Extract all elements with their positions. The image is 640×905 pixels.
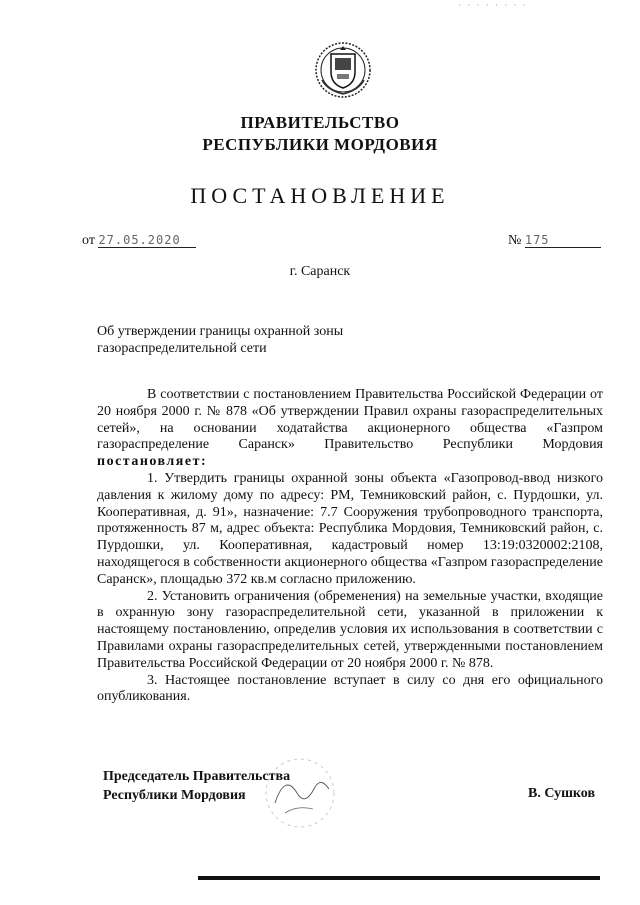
number-value: 175 — [525, 233, 601, 248]
number-prefix: № — [508, 233, 522, 248]
item-2: 2. Установить ограничения (обременения) на земельные участки, входящие в охранную зону газораспределительной сети, указанной в приложении к настоящему постановлению, определив условия их использования в соответствии с Правилами охраны газораспределительных сетей, утвержденными постановлением Правительства Российской Федерации от 20 ноября 2000 г. № 878. — [97, 588, 603, 671]
government-title-line1: ПРАВИТЕЛЬСТВО — [240, 113, 400, 132]
scan-artifact: · · · · · · · · — [458, 0, 528, 10]
signatory-title — [103, 767, 290, 805]
signatory-title-line1: Председатель Правительства — [103, 769, 291, 784]
document-subject: Об утверждении границы охранной зоны газораспределительной сети — [97, 324, 344, 356]
government-title-line2: РЕСПУБЛИКИ МОРДОВИЯ — [202, 135, 438, 154]
city-line: г. Саранск — [289, 264, 351, 279]
signatory-title-line2: Республики Мордовия — [103, 788, 246, 803]
resolves-word: постановляет: — [97, 454, 208, 470]
preamble-paragraph — [97, 387, 603, 471]
date-prefix: от — [82, 233, 95, 248]
item-3: 3. Настоящее постановление вступает в силу со дня его официального опубликования. — [97, 672, 603, 705]
coat-of-arms-emblem — [313, 40, 373, 100]
document-body — [97, 387, 603, 706]
item-1: 1. Утвердить границы охранной зоны объекта «Газопровод-ввод низкого давления к жилому дому по адресу: РМ, Темниковский район, с. Пурдошки, ул. Кооперативная, д. 91», назначение: 7.7 Сооружения трубопроводного транспорта, протяженность 87 м, адрес объекта: Республика Мордовия, Темниковский район, с. Пурдошки, ул. Кооперативная, кадастровый номер 13:19:0320002:2108, находящегося в собственности акционерного общества «Газпром газораспределение Саранск», площадью 372 кв.м согласно приложению. — [97, 470, 603, 587]
date-value: 27.05.2020 — [98, 233, 196, 248]
document-type-title: ПОСТАНОВЛЕНИЕ — [190, 183, 450, 208]
preamble-text: В соответствии с постановлением Правительства Российской Федерации от 20 ноября 2000 г. № 878 «Об утверждении Правил охраны газораспределительных сетей», на основании ходатайства акционерного общества «Газпром газораспределение Саранск» Правительство Республики Мордовия — [97, 387, 603, 453]
signatory-name: В. Сушков — [528, 786, 596, 801]
bottom-rule — [198, 876, 600, 880]
document-number — [508, 233, 601, 249]
document-date — [82, 233, 196, 249]
